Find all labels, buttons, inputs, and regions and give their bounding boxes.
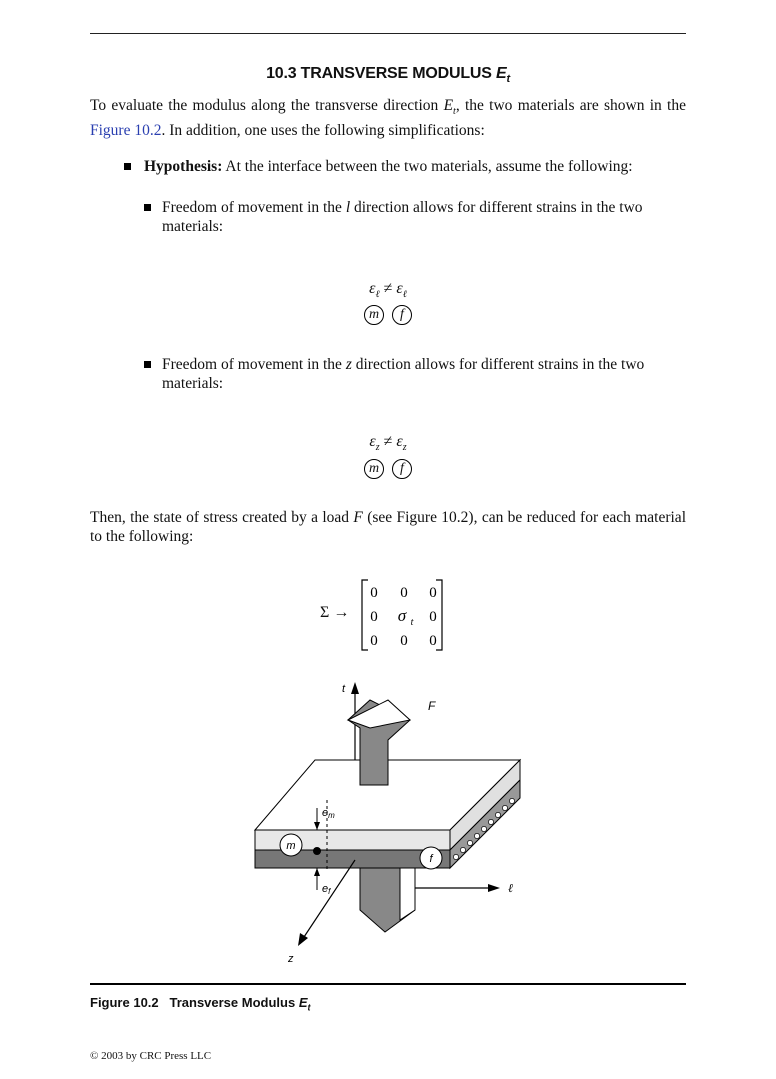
sub-bullet-1-var: l xyxy=(345,199,351,216)
hypothesis-text: At the interface between the two materials, assume the following: xyxy=(222,158,633,175)
label-em: em xyxy=(322,807,335,820)
intro-paragraph xyxy=(90,96,686,140)
caption-sub: t xyxy=(307,1002,311,1013)
formula-2 xyxy=(90,433,686,453)
section-title-symbol: E xyxy=(495,65,507,82)
stress-var: F xyxy=(353,509,363,526)
sub-bullet-1 xyxy=(162,198,686,236)
matrix-cell: 0 xyxy=(370,609,378,625)
matrix-right-bracket xyxy=(436,580,442,650)
circle-m: m xyxy=(364,459,384,479)
formula-1-sub-a: ℓ xyxy=(375,289,380,301)
matrix-cell: 0 xyxy=(370,633,378,649)
formula-2-sub-a: z xyxy=(375,442,380,454)
formula-1 xyxy=(90,280,686,300)
formula-1-neq: ≠ xyxy=(383,280,393,297)
sub-bullet-2-text-2: direction allows for different strains in the two materials: xyxy=(162,356,645,392)
l-axis-arrow xyxy=(488,884,500,892)
label-F: F xyxy=(428,699,436,713)
figure-link[interactable]: Figure 10.2 xyxy=(90,122,162,140)
stress-text-2: (see Figure 10.2), can be reduced for each material to the following: xyxy=(90,509,686,545)
formula-2-eps-b: ε xyxy=(396,433,403,450)
caption-prefix: Figure 10.2 xyxy=(90,995,159,1010)
top-rule xyxy=(90,33,686,34)
formula-1-eps-b: ε xyxy=(396,280,403,297)
circle-f: f xyxy=(392,305,412,325)
formula-1-sub-b: ℓ xyxy=(402,289,407,301)
bottom-rule xyxy=(90,983,686,985)
label-m: m xyxy=(286,840,296,852)
figure-caption xyxy=(90,995,311,1013)
matrix-cell: 0 xyxy=(400,633,408,649)
formula-2-sub-b: z xyxy=(402,442,407,454)
z-axis-line xyxy=(302,860,355,940)
intro-sub: t xyxy=(453,106,456,118)
label-t: t xyxy=(342,683,346,695)
ef-arrow xyxy=(314,868,320,876)
copyright: © 2003 by CRC Press LLC xyxy=(90,1050,212,1062)
matrix-cell: 0 xyxy=(370,585,378,601)
section-title-text: 10.3 TRANSVERSE MODULUS xyxy=(266,65,492,82)
matrix xyxy=(360,578,450,652)
sub-bullet-2-text-1: Freedom of movement in the xyxy=(162,356,346,373)
label-f: f xyxy=(429,853,433,865)
matrix-cell: 0 xyxy=(400,585,408,601)
caption-symbol: E xyxy=(298,995,308,1010)
sub-bullet-1-text-2: direction allows for different strains in the two materials: xyxy=(162,199,643,235)
sub-bullet-1-text-1: Freedom of movement in the xyxy=(162,199,346,216)
label-l: ℓ xyxy=(508,881,513,895)
stress-text-1: Then, the state of stress created by a load xyxy=(90,509,354,526)
label-z: z xyxy=(288,953,294,965)
intro-text-2: , the two materials are shown in the xyxy=(455,97,686,114)
formula-2-circles xyxy=(90,459,686,479)
sub-bullet-2-var: z xyxy=(345,356,352,373)
t-axis-arrow xyxy=(351,682,359,694)
formula-1-circles xyxy=(90,305,686,325)
matrix-lhs: Σ → xyxy=(320,604,350,621)
sub-bullet-2 xyxy=(162,355,686,393)
section-title-sub: t xyxy=(506,73,510,86)
matrix-sigma-sub: t xyxy=(410,617,414,628)
sub-bullet-square xyxy=(144,361,151,368)
hypothesis-bullet xyxy=(144,157,686,176)
hypothesis-label: Hypothesis: xyxy=(144,158,223,175)
intro-text-3: . In addition, one uses the following simplifications: xyxy=(161,122,485,140)
formula-1-eps-a: ε xyxy=(369,280,376,297)
label-ef: ef xyxy=(322,883,331,896)
formula-2-eps-a: ε xyxy=(369,433,376,450)
matrix-cell-sigma: σ xyxy=(397,606,407,625)
circle-f: f xyxy=(392,459,412,479)
matrix-cell: 0 xyxy=(429,609,437,625)
matrix-left-bracket xyxy=(362,580,368,650)
interface-point xyxy=(313,847,321,855)
bullet-square xyxy=(124,163,131,170)
formula-2-neq: ≠ xyxy=(383,433,393,450)
intro-symbol: E xyxy=(443,97,454,114)
matrix-cell: 0 xyxy=(429,633,437,649)
stress-paragraph xyxy=(90,508,686,546)
intro-text-1: To evaluate the modulus along the transverse direction xyxy=(90,97,444,114)
section-title xyxy=(90,65,686,85)
sub-bullet-square xyxy=(144,204,151,211)
matrix-cell: 0 xyxy=(429,585,437,601)
circle-m: m xyxy=(364,305,384,325)
caption-text: Transverse Modulus xyxy=(169,995,296,1010)
figure-diagram xyxy=(230,670,530,970)
z-axis-arrow xyxy=(298,933,308,946)
